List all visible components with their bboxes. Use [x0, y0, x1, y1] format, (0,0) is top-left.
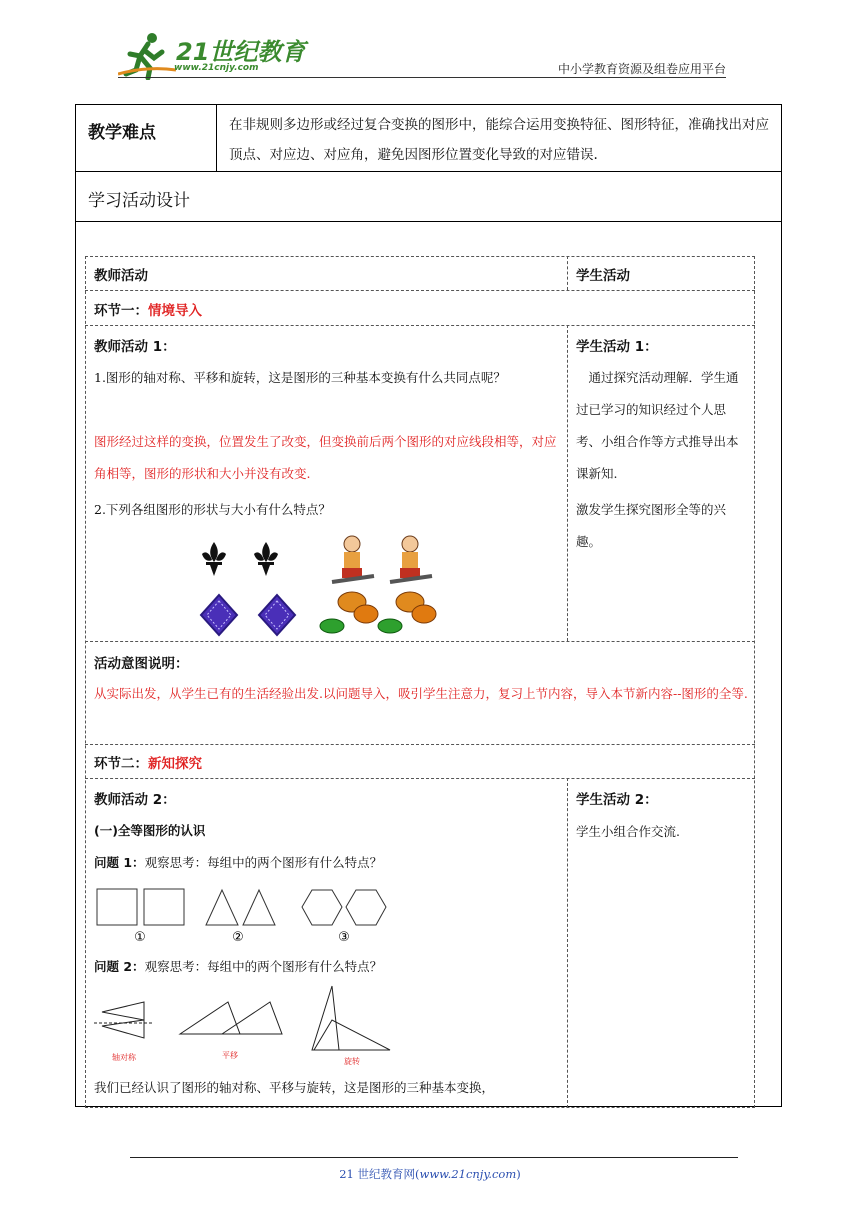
footer-link[interactable]: www.21cnjy.com [419, 1167, 517, 1181]
leaf-icon [320, 592, 378, 633]
fleur-icon [202, 542, 226, 576]
figure-label: ② [232, 930, 244, 944]
transform-label: 平移 [222, 1051, 238, 1060]
leaf-icon [378, 592, 436, 633]
cartoon-pairs-figure [318, 530, 448, 640]
diamond-icon [259, 595, 295, 635]
boy-icon [332, 536, 374, 582]
question-label: 问题 2： [94, 959, 145, 974]
figure-label: ③ [338, 930, 350, 944]
row-divider [85, 325, 755, 326]
footer-divider [130, 1157, 738, 1158]
congruent-shapes-figure [94, 884, 394, 944]
footer-text: 21 世纪教育网( [339, 1167, 420, 1181]
header-divider [118, 77, 726, 78]
section-two-heading [94, 752, 202, 772]
intent-title: 活动意图说明： [94, 656, 189, 672]
row-divider [85, 744, 755, 745]
student-activity-1-goal: 激发学生探究图形全等的兴趣。 [576, 502, 727, 549]
runner-icon [118, 30, 178, 80]
question-1: 1.图形的轴对称、平移和旋转，这是图形的三种基本变换有什么共同点呢？ [94, 370, 506, 385]
design-title: 学习活动设计 [88, 191, 190, 211]
section-name: 新知探究 [148, 756, 202, 772]
fleur-icon [254, 542, 278, 576]
teacher-column-header: 教师活动 [94, 268, 148, 284]
intent-text: 从实际出发，从学生已有的生活经验出发.以问题导入，吸引学生注意力，复习上节内容，导入本节新内容--图形的全等. [94, 686, 748, 701]
difficulty-text: 在非规则多边形或经过复合变换的图形中，能综合运用变换特征、图形特征，准确找出对应顶点、对应边、对应角，避免因图形位置变化导致的对应错误. [229, 117, 769, 163]
teacher-activity-2-title: 教师活动 2： [94, 792, 176, 808]
question-2-line [94, 957, 382, 975]
teacher-activity-1-title: 教师活动 1： [94, 339, 176, 355]
diamond-icon [201, 595, 237, 635]
column-divider [567, 256, 568, 290]
row-divider [85, 641, 755, 642]
row-divider [75, 221, 782, 222]
student-activity-1-text: 通过探究活动理解．学生通过已学习的知识经过个人思考、小组合作等方式推导出本课新知. [576, 370, 739, 481]
answer-1: 图形经过这样的变换，位置发生了改变，但变换前后两个图形的对应线段相等，对应角相等，图形的形状和大小并没有改变. [94, 434, 557, 481]
question-1-line [94, 853, 382, 871]
logo-text: 21世纪教育 [176, 38, 306, 66]
student-activity-2-text: 学生小组合作交流. [576, 824, 680, 839]
column-divider [567, 778, 568, 1108]
teacher-activity-2-text: 我们已经认识了图形的轴对称、平移与旋转，这是图形的三种基本变换， [94, 1080, 495, 1095]
logo-url: www.21cnjy.com [174, 63, 259, 73]
student-column-header: 学生活动 [576, 268, 630, 284]
boy-icon [390, 536, 432, 582]
footer-close: ) [516, 1167, 521, 1181]
student-activity-1-title: 学生活动 1： [576, 339, 658, 355]
subsection-title: (一)全等图形的认识 [94, 823, 206, 838]
section-name: 情境导入 [148, 303, 202, 319]
section-prefix: 环节一： [94, 303, 148, 319]
transformation-figure [94, 982, 404, 1068]
column-divider [216, 104, 217, 172]
row-divider [85, 290, 755, 291]
question-label: 问题 1： [94, 855, 145, 870]
footer [0, 1166, 860, 1182]
figure-label: ① [134, 930, 146, 944]
transform-label: 旋转 [344, 1057, 360, 1066]
platform-name: 中小学教育资源及组卷应用平台 [557, 62, 726, 76]
row-divider [85, 778, 755, 779]
column-divider [567, 325, 568, 641]
question-text: 观察思考：每组中的两个图形有什么特点？ [144, 855, 383, 870]
transform-label: 轴对称 [112, 1053, 136, 1062]
difficulty-label: 教学难点 [88, 123, 156, 143]
student-activity-2-title: 学生活动 2： [576, 792, 658, 808]
section-one-heading [94, 299, 202, 319]
section-prefix: 环节二： [94, 756, 148, 772]
question-2: 2.下列各组图形的形状与大小有什么特点？ [94, 502, 331, 517]
question-text: 观察思考：每组中的两个图形有什么特点？ [144, 959, 383, 974]
